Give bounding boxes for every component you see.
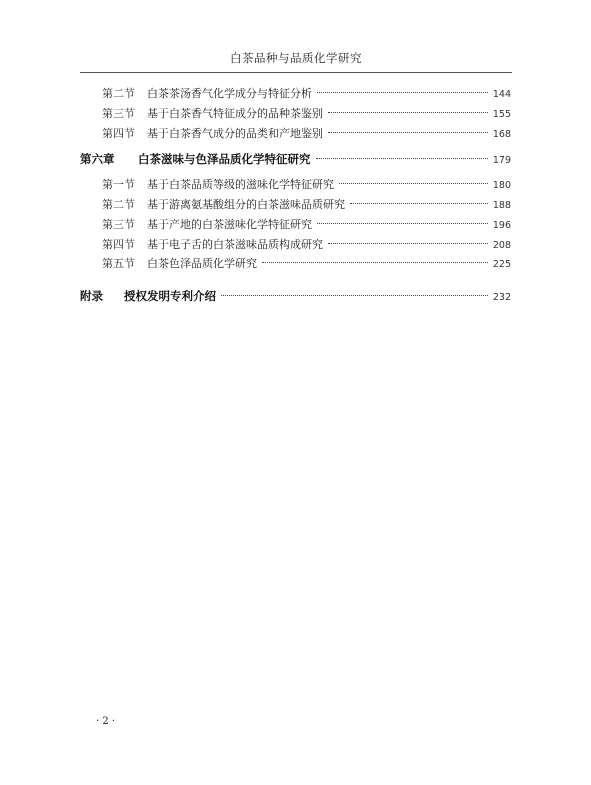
header-rule [80, 72, 512, 73]
running-head-title: 白茶品种与品质化学研究 [230, 51, 362, 65]
toc-entry-section[interactable] [102, 125, 511, 143]
toc-entry-label: 第三节 [102, 218, 135, 231]
dot-leader [221, 295, 488, 296]
toc-entry-section[interactable] [102, 176, 511, 194]
toc-entry-label: 第三节 [102, 107, 135, 120]
toc-entry-page: 225 [492, 259, 511, 270]
dot-leader [328, 132, 488, 133]
dot-leader [316, 158, 488, 159]
toc-entry-section[interactable] [102, 85, 511, 103]
toc-entry-section[interactable] [102, 255, 511, 273]
toc-entry-page: 179 [492, 155, 511, 166]
dot-leader [328, 243, 488, 244]
dot-leader [317, 223, 488, 224]
toc-entry-page: 208 [492, 240, 511, 251]
toc-entry-title: 白茶色泽品质化学研究 [147, 257, 257, 270]
dot-leader [262, 262, 488, 263]
toc-entry-title: 基于电子舌的白茶滋味品质构成研究 [147, 238, 323, 251]
toc-entry-label: 第六章 [80, 152, 115, 166]
toc-entry-chapter[interactable] [80, 150, 511, 168]
toc-entry-page: 180 [492, 180, 511, 191]
toc-entry-page: 232 [492, 292, 511, 303]
toc-entry-section[interactable] [102, 105, 511, 123]
toc-entry-page: 144 [492, 89, 511, 100]
toc-entry-page: 168 [492, 129, 511, 140]
toc-entry-section[interactable] [102, 236, 511, 254]
toc-entry-title: 基于产地的白茶滋味化学特征研究 [147, 218, 312, 231]
toc-entry-section[interactable] [102, 216, 511, 234]
toc-entry-title: 白茶茶汤香气化学成分与特征分析 [147, 87, 312, 100]
toc-entry-title: 授权发明专利介绍 [124, 289, 216, 303]
toc-entry-label: 第一节 [102, 178, 135, 191]
toc-entry-appendix[interactable] [80, 287, 511, 305]
toc-entry-label: 第二节 [102, 198, 135, 211]
toc-entry-label: 第二节 [102, 87, 135, 100]
page-number: · 2 · [96, 716, 116, 727]
toc-entry-page: 196 [492, 220, 511, 231]
toc-entry-title: 基于白茶香气特征成分的品种茶鉴别 [147, 107, 323, 120]
dot-leader [317, 92, 488, 93]
toc-entry-label: 第五节 [102, 257, 135, 270]
toc-entry-title: 白茶滋味与色泽品质化学特征研究 [138, 152, 311, 166]
dot-leader [350, 203, 488, 204]
dot-leader [339, 183, 488, 184]
dot-leader [328, 112, 488, 113]
toc-entry-label: 第四节 [102, 127, 135, 140]
toc-entry-label: 附录 [80, 289, 103, 303]
toc-entry-page: 155 [492, 109, 511, 120]
toc-entry-title: 基于白茶品质等级的滋味化学特征研究 [147, 178, 334, 191]
toc-entry-section[interactable] [102, 196, 511, 214]
toc-entry-label: 第四节 [102, 238, 135, 251]
toc-entry-title: 基于白茶香气成分的品类和产地鉴别 [147, 127, 323, 140]
toc-entry-title: 基于游离氨基酸组分的白茶滋味品质研究 [147, 198, 345, 211]
toc-entry-page: 188 [492, 200, 511, 211]
